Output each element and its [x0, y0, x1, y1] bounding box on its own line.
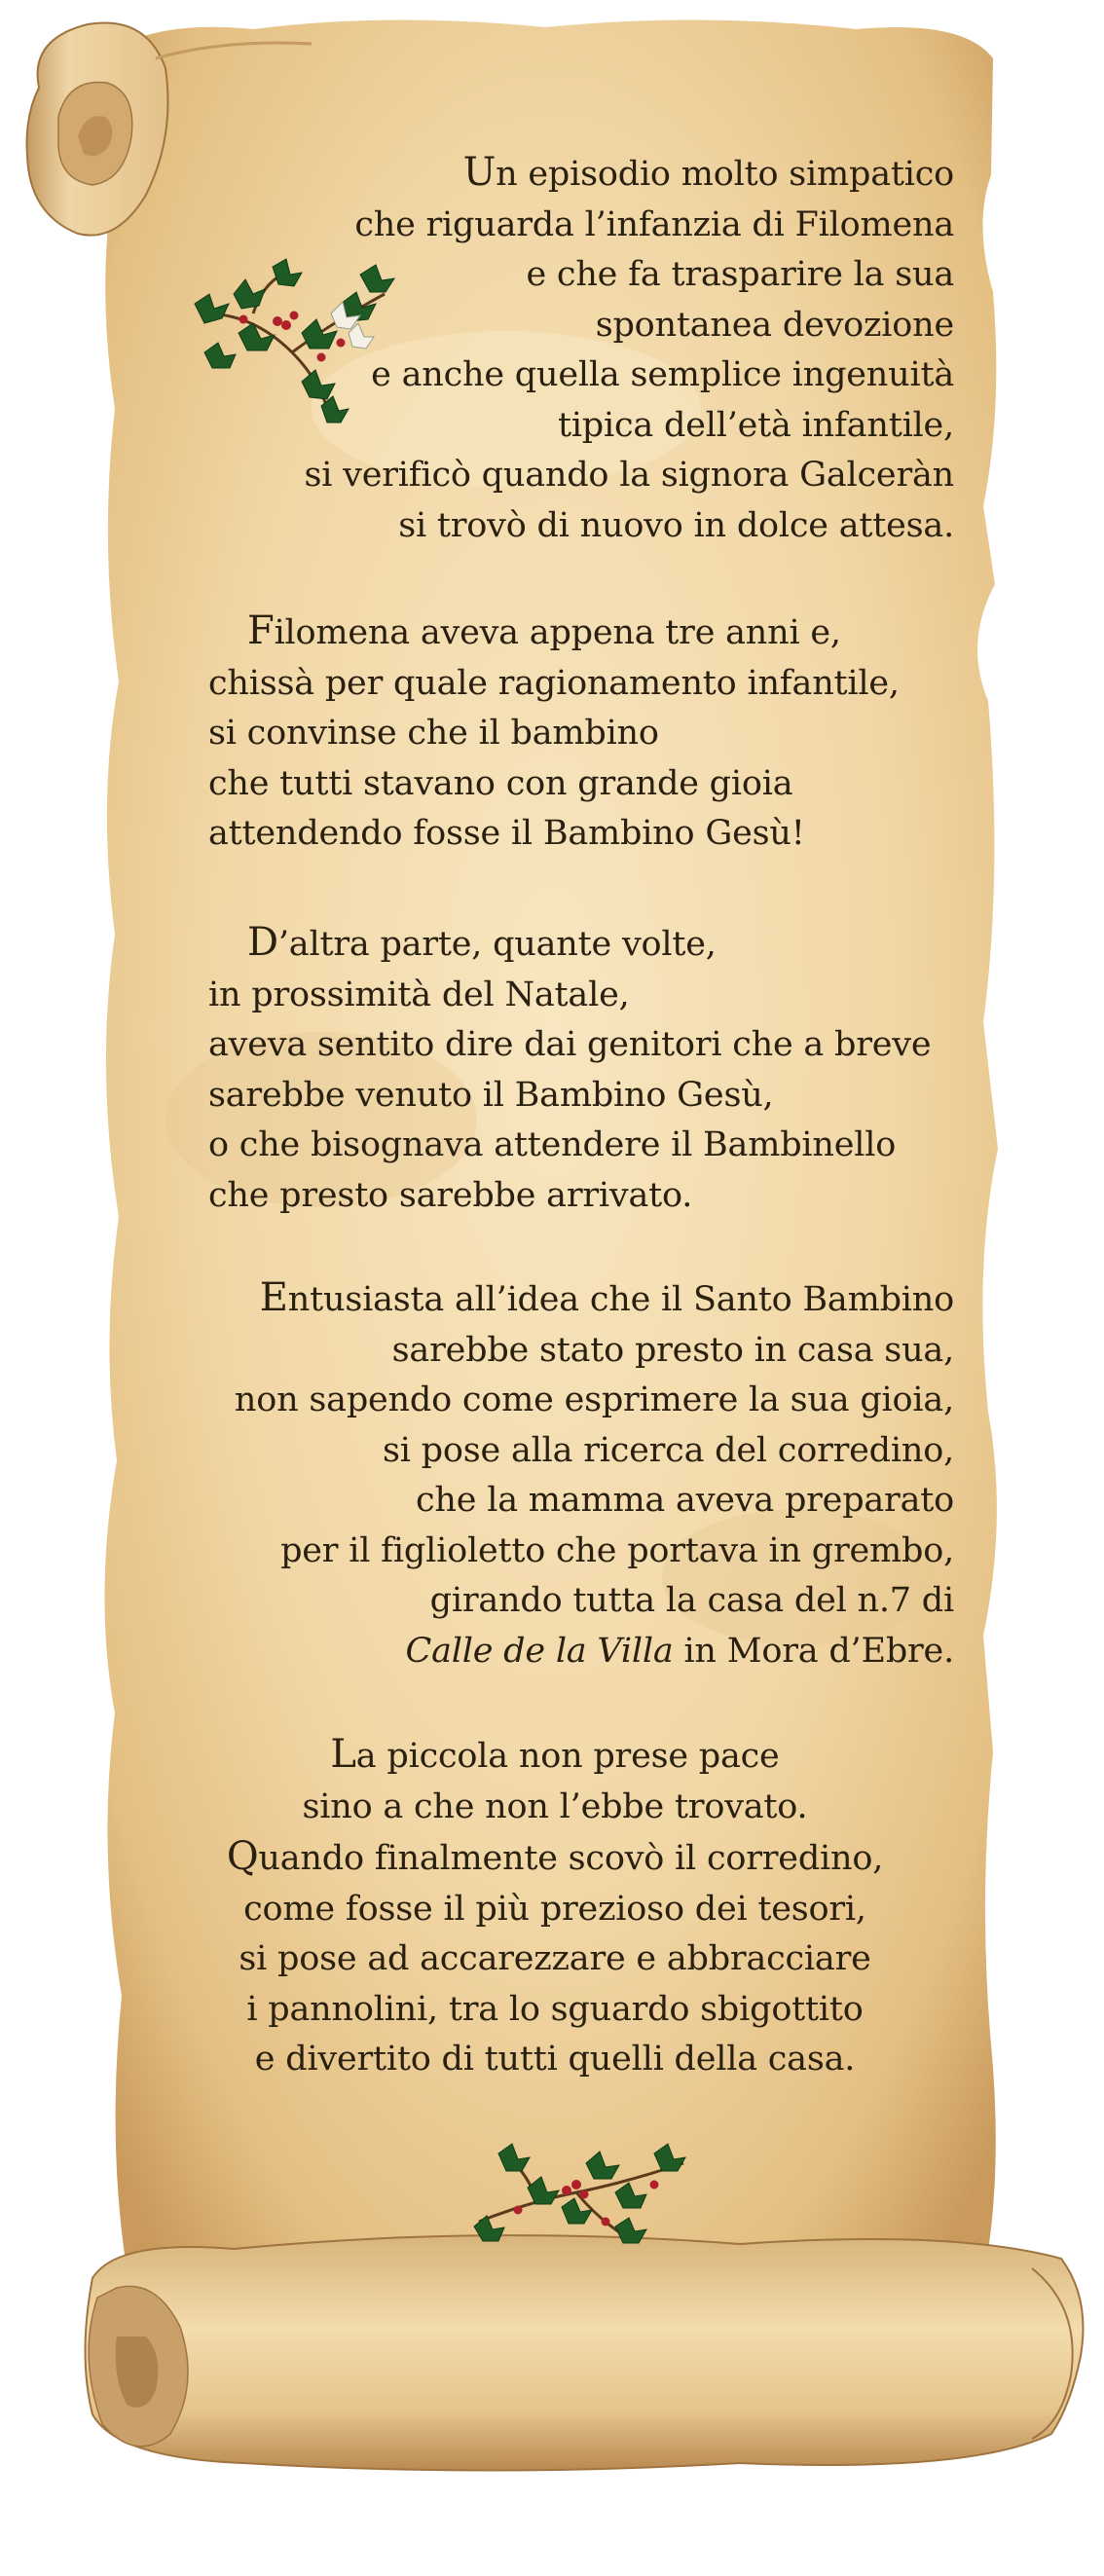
text-line-rest: ilomena aveva appena tre anni e, — [274, 613, 841, 652]
text-line — [208, 607, 948, 659]
drop-letter: D — [247, 920, 278, 965]
text-line-rest: a piccola non prese pace — [355, 1737, 780, 1776]
text-line: si convinse che il bambino — [208, 714, 659, 753]
text-line-rest: ntusiasta all’idea che il Santo Bambino — [287, 1280, 954, 1319]
stanza-5 — [175, 1730, 935, 2085]
text-line: e che fa trasparire la sua — [526, 255, 954, 294]
text-line: aveva sentito dire dai genitori che a breve — [208, 1025, 932, 1064]
text-line — [146, 1627, 954, 1677]
stanza-4 — [146, 1273, 954, 1676]
text-line — [175, 1832, 935, 1885]
text-line — [208, 918, 948, 971]
text-line: sarebbe stato presto in casa sua, — [391, 1330, 954, 1370]
street-name: Calle de la Villa — [405, 1631, 674, 1671]
text-line-rest: in Mora d’Ebre. — [673, 1631, 954, 1671]
text-line: non sapendo come esprimere la sua gioia, — [234, 1380, 954, 1419]
text-line: girando tutta la casa del n.7 di — [429, 1581, 954, 1620]
text-line: tipica dell’età infantile, — [557, 405, 954, 445]
text-line: che tutti stavano con grande gioia — [208, 763, 793, 803]
stanza-2 — [208, 607, 948, 860]
text-line: i pannolini, tra lo sguardo sbigottito — [246, 1989, 864, 2029]
holly-sprig-icon — [469, 2134, 693, 2251]
text-line: sarebbe venuto il Bambino Gesù, — [208, 1075, 774, 1115]
drop-letter: F — [247, 608, 275, 653]
text-line — [175, 1730, 935, 1783]
text-line: che presto sarebbe arrivato. — [208, 1175, 693, 1215]
text-line-rest: uando finalmente scovò il corredino, — [258, 1839, 884, 1878]
drop-letter: E — [259, 1275, 288, 1320]
text-line: per il figlioletto che portava in grembo, — [280, 1530, 954, 1570]
text-line: che riguarda l’infanzia di Filomena — [354, 204, 954, 244]
text-line — [146, 1273, 954, 1326]
text-line: chissà per quale ragionamento infantile, — [208, 663, 900, 703]
text-line: si pose ad accarezzare e abbracciare — [239, 1939, 871, 1978]
text-line: si pose alla ricerca del corredino, — [383, 1430, 954, 1470]
text-line-rest: ’altra parte, quante volte, — [277, 925, 717, 964]
text-line — [195, 148, 954, 201]
bottom-scroll-roll — [86, 2235, 1084, 2470]
text-line: si trovò di nuovo in dolce attesa. — [398, 505, 954, 545]
text-line: che la mamma aveva preparato — [416, 1481, 954, 1520]
text-line: spontanea devozione — [595, 305, 954, 345]
text-line: e anche quella semplice ingenuità — [371, 355, 954, 394]
text-line: come fosse il più prezioso dei tesori, — [243, 1889, 866, 1929]
stanza-1 — [195, 148, 954, 551]
drop-letter: L — [330, 1732, 356, 1777]
text-line: si verificò quando la signora Galceràn — [304, 456, 954, 495]
text-line: attendendo fosse il Bambino Gesù! — [208, 814, 805, 853]
text-line: in prossimità del Natale, — [208, 975, 630, 1014]
text-line: sino a che non l’ebbe trovato. — [302, 1786, 808, 1826]
drop-letter: Q — [226, 1834, 259, 1879]
text-line-rest: n episodio molto simpatico — [496, 155, 954, 194]
stanza-3 — [208, 918, 948, 1221]
text-line: e divertito di tutti quelli della casa. — [254, 2040, 856, 2079]
text-line: o che bisognava attendere il Bambinello — [208, 1125, 897, 1164]
drop-letter: U — [462, 150, 497, 195]
